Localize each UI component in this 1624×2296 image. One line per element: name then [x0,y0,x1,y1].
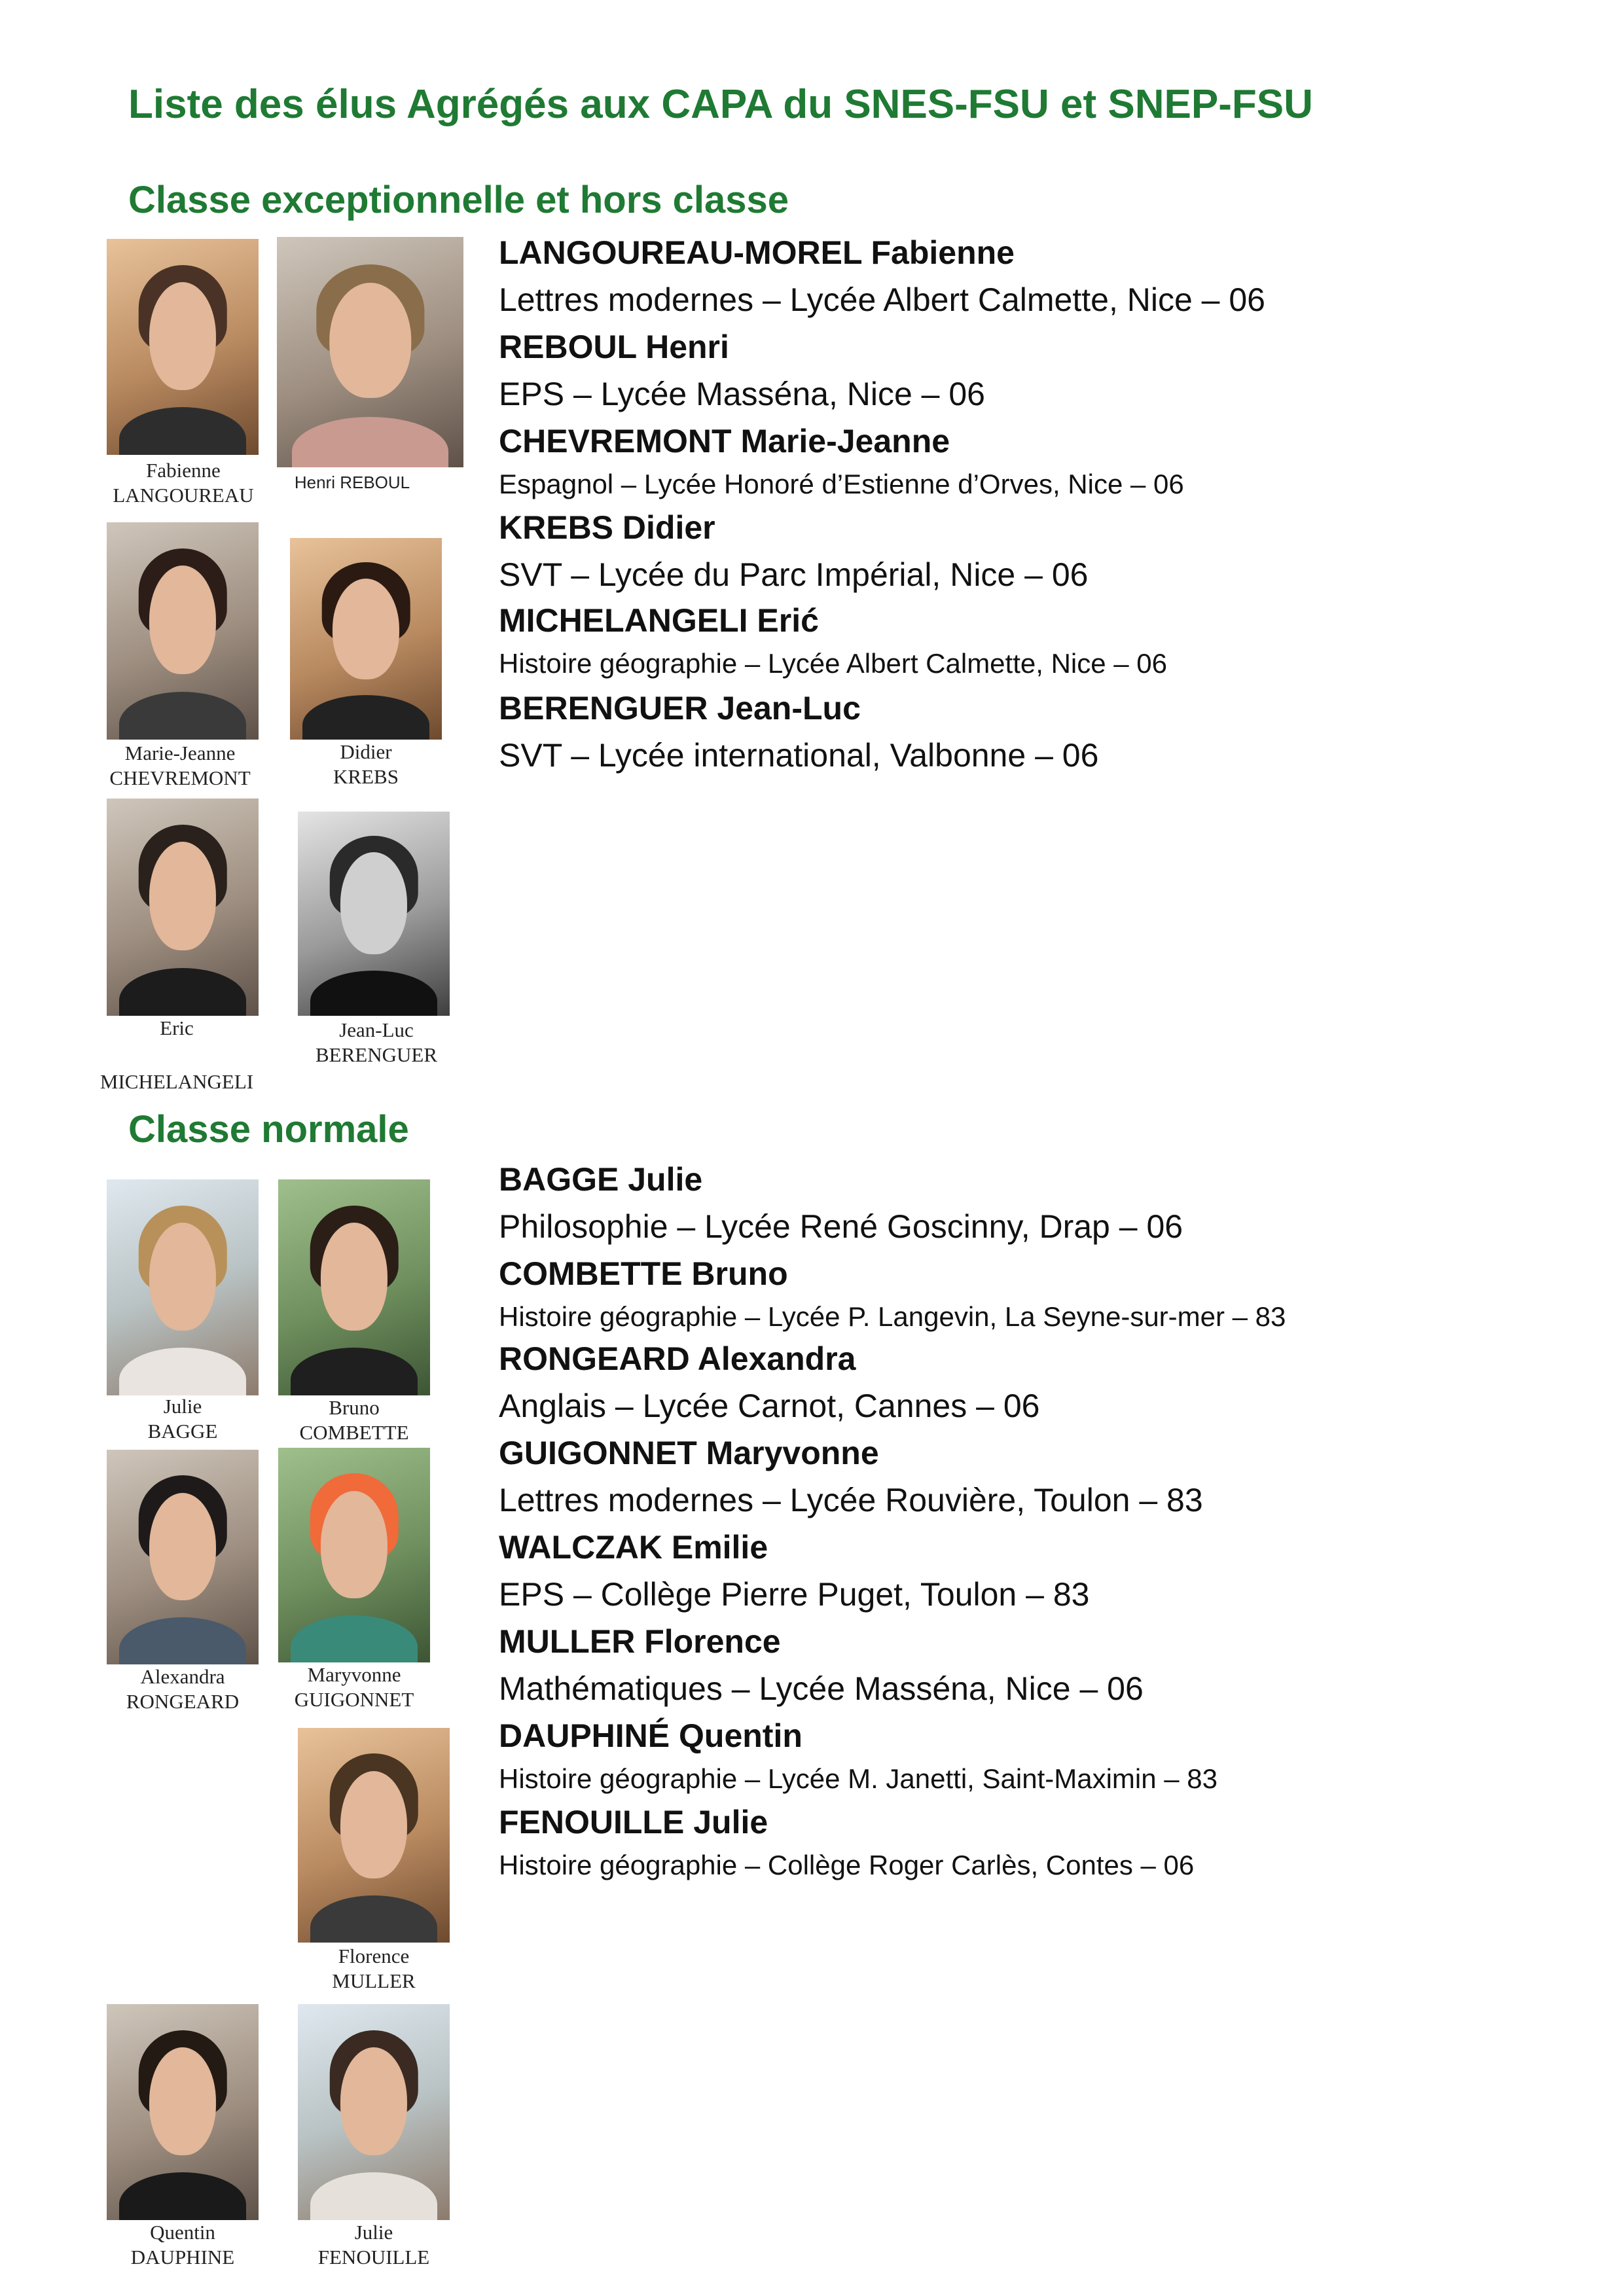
entry-detail: SVT – Lycée international, Valbonne – 06 [499,737,1099,774]
photo-chevremont [107,522,259,740]
entry-detail: Lettres modernes – Lycée Rouvière, Toulon – 83 [499,1482,1203,1518]
caption-first-name: Fabienne [146,459,221,482]
entry-chevremont [499,418,1184,504]
caption-michelangeli [85,1016,268,1094]
entry-detail: Histoire géographie – Lycée P. Langevin, La Seyne-sur-mer – 83 [499,1301,1286,1332]
caption-muller [288,1944,460,1994]
entry-name: CHEVREMONT Marie-Jeanne [499,423,950,459]
entry-dauphine [499,1712,1218,1799]
caption-first-name: Eric [160,1016,194,1039]
caption-last-name: CHEVREMONT [109,766,251,789]
caption-last-name: FENOUILLE [317,2246,430,2269]
entry-detail: Histoire géographie – Lycée M. Janetti, Saint-Maximin – 83 [499,1763,1218,1794]
caption-first-name: Quentin [150,2221,215,2244]
entry-detail: EPS – Collège Pierre Puget, Toulon – 83 [499,1576,1090,1613]
photo-rongeard [107,1450,259,1664]
entry-name: FENOUILLE Julie [499,1804,768,1840]
page-title: Liste des élus Agrégés aux CAPA du SNES-FSU et SNEP-FSU [128,82,1313,127]
caption-first-name: Jean-Luc [339,1018,414,1041]
caption-last-name: MULLER [332,1969,416,1992]
entry-detail: SVT – Lycée du Parc Impérial, Nice – 06 [499,556,1089,593]
caption-guigonnet [272,1662,437,1712]
photo-krebs [290,538,442,740]
entry-detail: Anglais – Lycée Carnot, Cannes – 06 [499,1388,1040,1424]
caption-first-name: Didier [340,740,392,763]
entry-name: BAGGE Julie [499,1161,703,1198]
entry-name: MULLER Florence [499,1623,781,1660]
photo-berenguer [298,812,450,1016]
photo-fenouille [298,2004,450,2220]
entry-michelangeli [499,597,1167,683]
caption-last-name: COMBETTE [299,1421,409,1444]
caption-krebs [290,740,442,789]
caption-combette [268,1395,440,1445]
caption-dauphine [98,2220,267,2270]
photo-reboul [277,237,463,467]
caption-first-name: Henri REBOUL [294,473,410,492]
caption-first-name: Bruno [329,1396,380,1419]
section-heading-hors-classe: Classe exceptionnelle et hors classe [128,179,789,221]
entry-fenouille [499,1799,1194,1885]
entry-krebs [499,504,1088,598]
entry-guigonnet [499,1429,1203,1524]
entry-detail: EPS – Lycée Masséna, Nice – 06 [499,376,985,412]
entry-detail: Histoire géographie – Lycée Albert Calmette, Nice – 06 [499,648,1168,679]
caption-last-name: MICHELANGELI [99,1070,254,1093]
entry-rongeard [499,1335,1039,1429]
entry-walczak [499,1524,1089,1618]
entry-name: KREBS Didier [499,509,715,546]
caption-last-name: BAGGE [147,1420,218,1443]
photo-guigonnet [278,1448,430,1662]
caption-reboul [277,470,427,495]
caption-last-name: GUIGONNET [294,1688,414,1711]
photo-dauphine [107,2004,259,2220]
entry-name: BERENGUER Jean-Luc [499,690,861,726]
entry-langoureau [499,229,1265,323]
caption-first-name: Florence [338,1945,410,1967]
caption-bagge [107,1394,259,1444]
entry-detail: Philosophie – Lycée René Goscinny, Drap – 06 [499,1208,1183,1245]
caption-chevremont [79,741,281,791]
caption-first-name: Julie [354,2221,393,2244]
entry-detail: Lettres modernes – Lycée Albert Calmette, Nice – 06 [499,281,1265,318]
section-heading-normale: Classe normale [128,1108,409,1151]
caption-berenguer [281,1018,471,1067]
photo-langoureau [107,239,259,455]
caption-first-name: Marie-Jeanne [124,742,236,764]
caption-last-name: KREBS [333,765,399,788]
entry-muller [499,1618,1144,1712]
entry-name: MICHELANGELI Erić [499,602,819,639]
caption-first-name: Julie [163,1395,202,1418]
caption-langoureau [85,458,281,508]
caption-last-name: BERENGUER [316,1043,437,1066]
entry-berenguer [499,685,1098,779]
caption-first-name: Alexandra [140,1665,225,1688]
photo-michelangeli [107,798,259,1016]
entry-reboul [499,323,985,418]
entry-combette [499,1250,1286,1336]
caption-fenouille [288,2220,460,2270]
entry-bagge [499,1156,1183,1250]
entry-name: LANGOUREAU-MOREL Fabienne [499,234,1015,271]
photo-muller [298,1728,450,1943]
entry-name: WALCZAK Emilie [499,1529,768,1566]
entry-name: DAUPHINÉ Quentin [499,1717,803,1754]
entry-detail: Mathématiques – Lycée Masséna, Nice – 06 [499,1670,1144,1707]
entry-name: COMBETTE Bruno [499,1255,788,1292]
entry-name: GUIGONNET Maryvonne [499,1435,879,1471]
photo-bagge [107,1179,259,1395]
photo-combette [278,1179,430,1395]
entry-detail: Espagnol – Lycée Honoré d’Estienne d’Orves, Nice – 06 [499,469,1184,499]
entry-name: REBOUL Henri [499,329,729,365]
caption-last-name: RONGEARD [126,1690,240,1713]
entry-detail: Histoire géographie – Collège Roger Carlès, Contes – 06 [499,1850,1195,1880]
caption-rongeard [94,1664,272,1714]
caption-last-name: LANGOUREAU [113,484,254,507]
entry-name: RONGEARD Alexandra [499,1340,856,1377]
caption-first-name: Maryvonne [307,1663,401,1686]
caption-last-name: DAUPHINE [130,2246,235,2269]
